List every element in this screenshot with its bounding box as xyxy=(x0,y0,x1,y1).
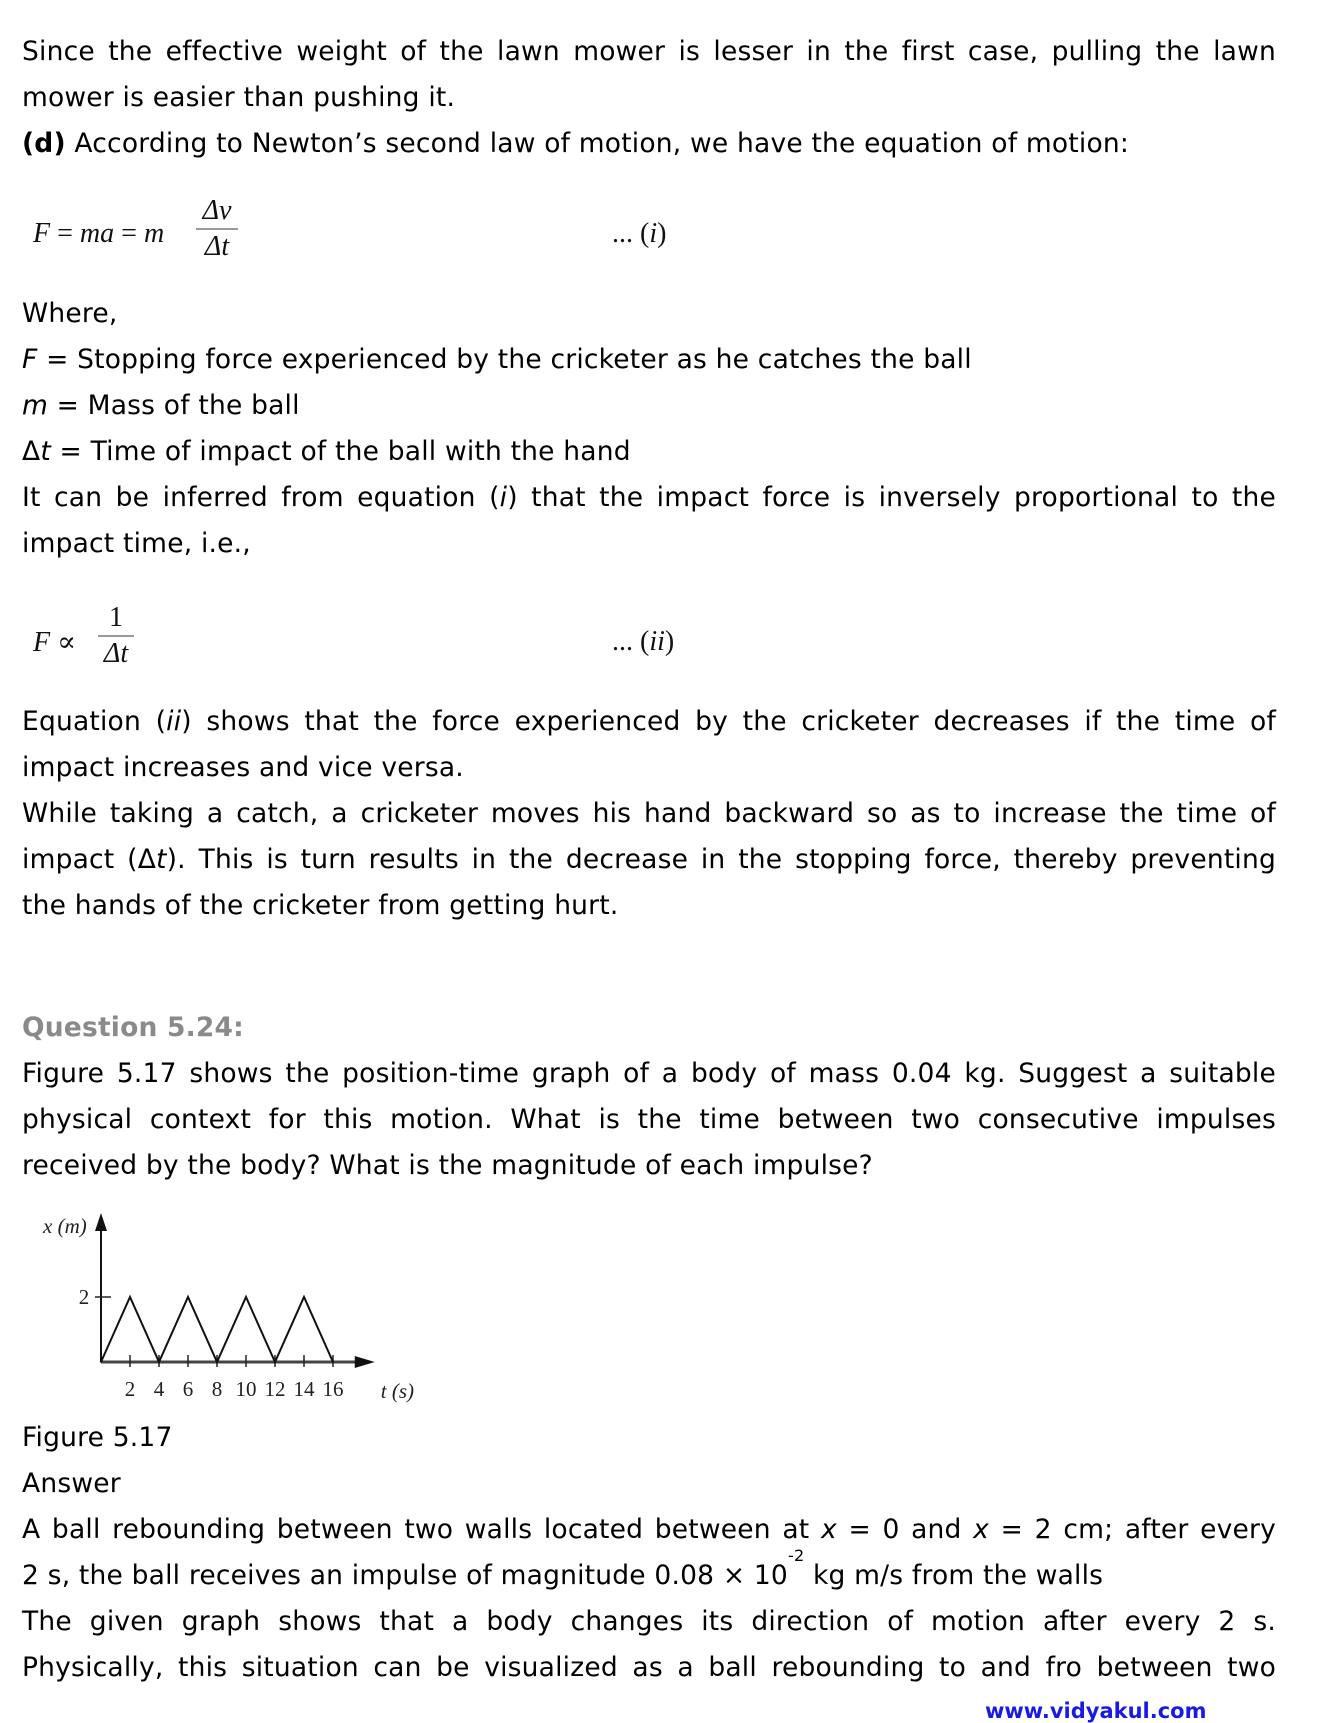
equation-2 xyxy=(33,625,76,659)
y-axis-label: x (m) xyxy=(43,1214,87,1238)
eq2-denominator: Δt xyxy=(103,638,129,669)
eq1-lhs: F xyxy=(33,218,51,249)
part-d-label: (d) xyxy=(22,128,66,159)
position-series-line xyxy=(101,1297,333,1362)
answer-label: Answer xyxy=(22,1468,121,1499)
answer-impulse-text-b: kg m/s from the walls xyxy=(804,1560,1104,1591)
eq2-numerator: 1 xyxy=(109,602,123,633)
eq2-number-prefix: ... ( xyxy=(612,626,650,657)
eq2-fraction-bar xyxy=(98,635,134,637)
answer-x-symbol: x xyxy=(973,1514,990,1545)
answer-x-symbol: x xyxy=(820,1514,837,1545)
answer-text-c: = 2 cm; after every xyxy=(989,1514,1276,1545)
eq2-fraction xyxy=(98,603,134,669)
definition-mass xyxy=(22,390,300,422)
eq2-number-suffix: ) xyxy=(664,626,675,657)
answer-line-4: Physically, this situation can be visualized as a ball rebounding to and fro between two xyxy=(22,1652,1276,1683)
x-tick-label: 8 xyxy=(211,1377,223,1401)
y-axis-arrow-icon xyxy=(95,1213,107,1231)
eq1-fraction xyxy=(196,196,238,262)
eq2-explanation-line-1 xyxy=(22,706,1276,738)
eq1-m: m xyxy=(143,218,165,249)
definition-symbol: m xyxy=(22,390,49,421)
definition-text: = Time of impact of the ball with the hand xyxy=(50,436,631,467)
inferred-line-2: impact time, i.e., xyxy=(22,528,251,559)
catch-line-3: the hands of the cricketer from getting hurt. xyxy=(22,890,619,921)
x-tick-label: 14 xyxy=(293,1377,315,1401)
definition-time xyxy=(22,436,631,468)
inferred-text-b: ) that the impact force is inversely proportional to the xyxy=(507,482,1276,513)
data-point xyxy=(274,1361,276,1363)
x-tick-label: 12 xyxy=(264,1377,286,1401)
definition-symbol: t xyxy=(40,436,51,467)
question-heading: Question 5.24: xyxy=(22,1012,244,1043)
x-axis-label: t (s) xyxy=(380,1379,414,1403)
catch-line-2 xyxy=(22,844,1276,876)
eq2-explanation-line-2: impact increases and vice versa. xyxy=(22,752,464,783)
catch-line-1: While taking a catch, a cricketer moves his hand backward so as to increase the time of xyxy=(22,798,1276,829)
answer-line-3: The given graph shows that a body changes its direction of motion after every 2 s. xyxy=(22,1606,1276,1637)
eq1-number-suffix: ) xyxy=(657,218,667,249)
definition-text: = Mass of the ball xyxy=(48,390,300,421)
vidyakul-website-link[interactable]: www.vidyakul.com xyxy=(985,1699,1207,1723)
definition-symbol: F xyxy=(22,344,38,375)
eq1-equals-2: = xyxy=(114,218,144,249)
x-tick-label: 10 xyxy=(235,1377,257,1401)
data-point xyxy=(129,1296,131,1298)
equation-1-number xyxy=(612,218,666,250)
answer-exponent: -2 xyxy=(787,1546,805,1565)
part-d-text: According to Newton’s second law of motion, we have the equation of motion: xyxy=(65,128,1129,159)
figure-caption: Figure 5.17 xyxy=(22,1422,173,1453)
definition-force xyxy=(22,344,972,376)
eq1-denominator: Δt xyxy=(204,231,230,262)
catch-text-b: ). This is turn results in the decrease in the stopping force, thereby preventing xyxy=(166,844,1276,875)
x-tick-label: 16 xyxy=(322,1377,344,1401)
definition-symbol-prefix: Δ xyxy=(22,436,41,467)
eq1-equals-1: = xyxy=(50,218,80,249)
answer-text-a: A ball rebounding between two walls located between at xyxy=(22,1514,821,1545)
answer-impulse-text-a: 2 s, the ball receives an impulse of magnitude 0.08 × 10 xyxy=(22,1560,788,1591)
eq1-number-label: i xyxy=(649,218,658,249)
answer-text-b: = 0 and xyxy=(836,1514,974,1545)
question-line-1: Figure 5.17 shows the position-time graph of a body of mass 0.04 kg. Suggest a suitable xyxy=(22,1058,1276,1089)
inferred-ref: i xyxy=(499,482,508,513)
paragraph-lawn-mower-line-1: Since the effective weight of the lawn mower is lesser in the first case, pulling the lawn xyxy=(22,36,1276,67)
eq1-ma: ma xyxy=(79,218,115,249)
where-label: Where, xyxy=(22,298,118,329)
x-tick-label: 6 xyxy=(182,1377,194,1401)
x-axis-arrow-icon xyxy=(355,1356,375,1368)
eq2-explanation-ref: ii xyxy=(166,706,182,737)
data-point xyxy=(216,1361,218,1363)
eq1-number-prefix: ... ( xyxy=(612,218,650,249)
data-point xyxy=(332,1361,334,1363)
inferred-text-a: It can be inferred from equation ( xyxy=(22,482,500,513)
eq2-number-label: ii xyxy=(649,626,665,657)
data-point xyxy=(303,1296,305,1298)
answer-line-1 xyxy=(22,1514,1276,1546)
paragraph-lawn-mower-line-2: mower is easier than pushing it. xyxy=(22,82,456,113)
data-point xyxy=(187,1296,189,1298)
y-tick-label: 2 xyxy=(78,1285,90,1309)
data-point xyxy=(100,1361,102,1363)
data-point xyxy=(158,1361,160,1363)
part-d-intro xyxy=(22,128,1129,160)
eq2-explanation-b: ) shows that the force experienced by the cricketer decreases if the time of xyxy=(181,706,1276,737)
question-line-3: received by the body? What is the magnitude of each impulse? xyxy=(22,1150,873,1181)
x-tick-label: 2 xyxy=(124,1377,136,1401)
catch-t-symbol: t xyxy=(156,844,167,875)
equation-1 xyxy=(33,218,164,250)
eq1-numerator: Δv xyxy=(202,195,232,226)
catch-text-a: impact (Δ xyxy=(22,844,157,875)
answer-line-2 xyxy=(22,1546,1104,1592)
eq1-fraction-bar xyxy=(196,228,238,230)
position-time-graph xyxy=(20,1205,580,1415)
equation-2-number xyxy=(612,626,674,658)
eq2-explanation-a: Equation ( xyxy=(22,706,167,737)
x-tick-label: 4 xyxy=(153,1377,165,1401)
eq2-proportional-symbol: ∝ xyxy=(50,627,77,658)
definition-text: = Stopping force experienced by the cricketer as he catches the ball xyxy=(37,344,972,375)
inferred-line-1 xyxy=(22,482,1276,514)
question-line-2: physical context for this motion. What is the time between two consecutive impulses xyxy=(22,1104,1276,1135)
eq2-lhs: F xyxy=(33,627,51,658)
data-point xyxy=(245,1296,247,1298)
